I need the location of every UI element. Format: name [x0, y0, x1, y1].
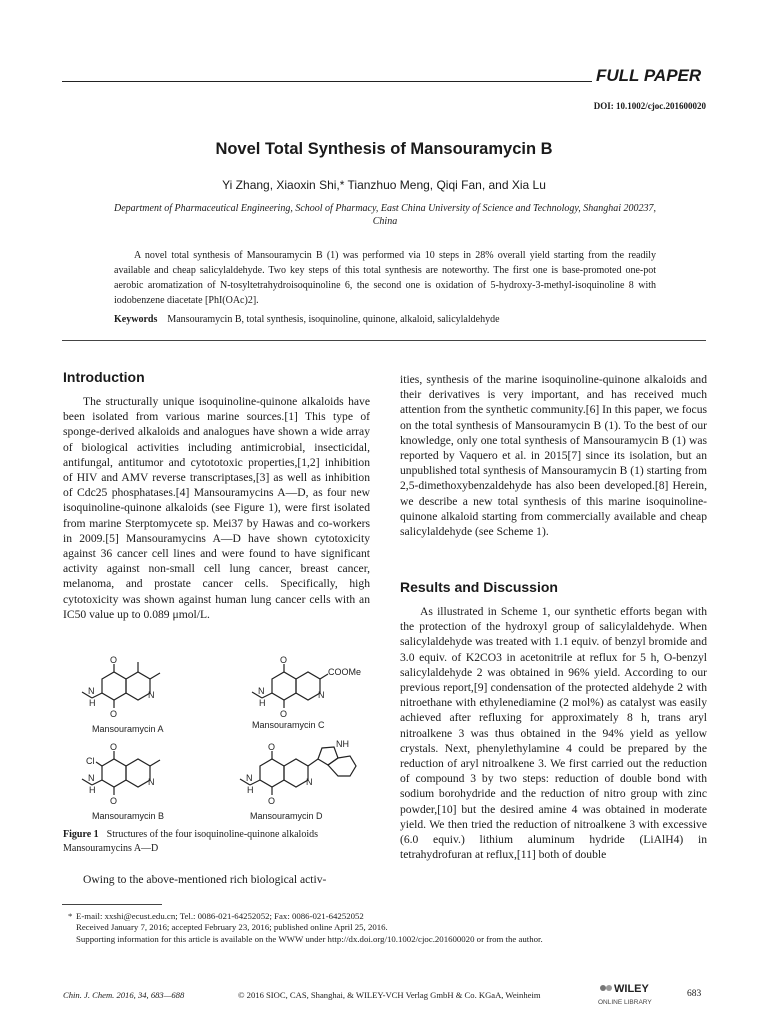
atom-n: N: [318, 690, 325, 700]
section-rule: [62, 340, 706, 341]
header-rule: [62, 81, 592, 82]
footnote-rule: [62, 904, 162, 905]
doi[interactable]: DOI: 10.1002/cjoc.201600020: [593, 101, 706, 111]
figure-caption-label: Figure 1: [63, 829, 99, 840]
intro-paragraph-2-continued: ities, synthesis of the marine isoquinoline-quinone alkaloids and their derivatives is very important, and has received much attention from the synthetic community.[6] In this paper, we focus on the total synthesis of Mansouramycin B (1). To the best of our knowledge, only one total synthesis of Mansouramycin B (1) was reported by Vaquero et al. in 2015[7] since its isolation, but an unpublished total synthesis of Mansouramycin B (1) starting from 2,5-dimethoxybenzaldehyde has also been developed.[8] Herein, we describe a new total synthesis of this marine isoquinoline-quinone alkaloid starting from commercially available and cheap salicylaldehyde (see Scheme 1).: [400, 373, 707, 539]
page-number: 683: [687, 989, 702, 999]
results-paragraph-1: As illustrated in Scheme 1, our synthetic efforts began with the protection of the hydroxyl group of salicylaldehyde. When salicylaldehyde was treated with 1.1 equiv. of benzyl bromide and 3.0 equiv. of K2CO3 in acetonitrile at reflux for 5 h, O-benzyl salicylaldehyde 2 was obtained in 96% yield. According to our previous report,[9] condensation of the protected aldehyde 2 with nitroethane with ethylenediamine (2 mol%) as catalyst was easily achieved after refluxing for approximately 8 h, trans aryl nitroalkene 3 was thus obtained in the 94% yield as yellow crystals. Next, phenylethylamine 4 could be prepared by the reduction of aryl nitroalkene 3. We first carried out the reduction of compound 3 by two steps: reduction of double bond with sodium borohydride and the reduction of nitro group with zinc powder,[10] but the desired amine 4 was obtained in moderate yield. We then tried the reduction of nitroalkene 3 with excessive (6.0 equiv.) lithium aluminum hydride (LiAlH4) in tetrahydrofuran at reflux,[11] both of double: [400, 605, 707, 862]
atom-o: O: [268, 742, 276, 752]
authors: Yi Zhang, Xiaoxin Shi,* Tianzhuo Meng, Qiqi Fan, and Xia Lu: [222, 178, 546, 192]
figure-caption-text: Structures of the four isoquinoline-quinone alkaloids Mansouramycins A—D: [63, 829, 319, 854]
atom-o: O: [268, 796, 276, 806]
intro-paragraph-1: The structurally unique isoquinoline-quinone alkaloids have been isolated from various marine sources.[1] This type of sponge-derived alkaloids and analogues have shown a wide array of biological activities including antimicrobial, insecticidal, antifungal, antitumor and cytototoxic properties,[1,2] inhibition of HIV and AMV reverse transcriptases,[3] as well as inhibition of Cdc25 phosphatases.[4] Mansouramycins A—D, as four new isoquinoline-quinone alkaloids (see Figure 1), were first isolated from marine Sterptomycete sp. Mei37 by Hawas and co-workers in 2009.[5] Mansouramycins A—D have shown cytotoxicity against 36 cancer cell lines and were found to have significant activity against non-small cell lung cancer, breast cancer, melanoma, and prostate cancer cells. Specifically, high cytotoxicity was shown against human lung cancer cells with an IC50 value up to 0.089 μmol/L.: [63, 395, 370, 621]
article-type-label: FULL PAPER: [596, 66, 702, 85]
atom-n: N: [306, 777, 313, 787]
abstract: A novel total synthesis of Mansouramycin B (1) was performed via 10 steps in 28% overall yield starting from the readily available and cheap salicylaldehyde. Two key steps of this total synthesis are noteworthy. The first one is base-promoted one-pot aerobic aromatization of N-tosyltetrahydroisoquinoline 6, the second one is oxidation of 5-hydroxy-3-methyl-isoquinoline 8 with iodobenzene diacetate [PhI(OAc)2].: [114, 250, 656, 306]
atom-o: O: [110, 742, 118, 752]
footnote-email[interactable]: E-mail: xxshi@ecust.edu.cn; Tel.: 0086-021-64252052; Fax: 0086-021-64252052: [76, 911, 364, 921]
figure-caption: [63, 828, 370, 856]
wiley-logo-dot: [606, 985, 612, 991]
paper-title: Novel Total Synthesis of Mansouramycin B: [215, 140, 553, 158]
footnotes: [68, 911, 543, 945]
atom-h: H: [89, 698, 96, 708]
atom-n: N: [88, 686, 95, 696]
introduction-heading: Introduction: [63, 369, 145, 385]
keywords: [114, 314, 674, 325]
wiley-logo-subtext: ONLINE LIBRARY: [598, 999, 652, 1006]
wiley-logo: [596, 980, 676, 1008]
wiley-logo-text: WILEY: [614, 983, 649, 995]
figure-1-structures: [60, 654, 372, 829]
keywords-label: Keywords: [114, 314, 158, 325]
footnote-received: Received January 7, 2016; accepted February 23, 2016; published online April 25, 2016.: [76, 922, 388, 933]
atom-o: O: [280, 709, 288, 719]
atom-cl: Cl: [86, 756, 95, 766]
atom-h: H: [247, 785, 254, 795]
coome-group: COOMe: [328, 667, 362, 677]
wiley-logo-dot: [600, 985, 606, 991]
results-heading: Results and Discussion: [400, 579, 558, 595]
atom-h: H: [259, 698, 266, 708]
atom-n: N: [88, 773, 95, 783]
footnote-supporting[interactable]: Supporting information for this article is available on the WWW under http://dx.doi.org/10.1002/cjoc.201600020 or from the author.: [76, 933, 543, 944]
atom-o: O: [110, 709, 118, 719]
atom-o: O: [110, 655, 118, 665]
atom-h: H: [89, 785, 96, 795]
atom-o: O: [280, 655, 288, 665]
keywords-text: Mansouramycin B, total synthesis, isoquinoline, quinone, alkaloid, salicylaldehyde: [167, 314, 500, 325]
atom-o: O: [110, 796, 118, 806]
copyright: © 2016 SIOC, CAS, Shanghai, & WILEY-VCH Verlag GmbH & Co. KGaA, Weinheim: [238, 990, 541, 1000]
atom-nh: NH: [336, 739, 349, 749]
label-mansouramycin-b: Mansouramycin B: [92, 811, 165, 821]
atom-n: N: [148, 690, 155, 700]
footnote-mark: *: [68, 911, 73, 921]
label-mansouramycin-a: Mansouramycin A: [92, 724, 164, 734]
label-mansouramycin-d: Mansouramycin D: [250, 811, 323, 821]
atom-n: N: [258, 686, 265, 696]
label-mansouramycin-c: Mansouramycin C: [252, 720, 325, 730]
journal-citation: Chin. J. Chem. 2016, 34, 683—688: [63, 990, 185, 1000]
atom-n: N: [246, 773, 253, 783]
affiliation: Department of Pharmaceutical Engineering, School of Pharmacy, East China University of Science and Technology, Shanghai 200237, China: [113, 203, 657, 227]
atom-n: N: [148, 777, 155, 787]
intro-paragraph-2: Owing to the above-mentioned rich biological activ-: [83, 873, 327, 886]
structure-d: [240, 747, 356, 795]
